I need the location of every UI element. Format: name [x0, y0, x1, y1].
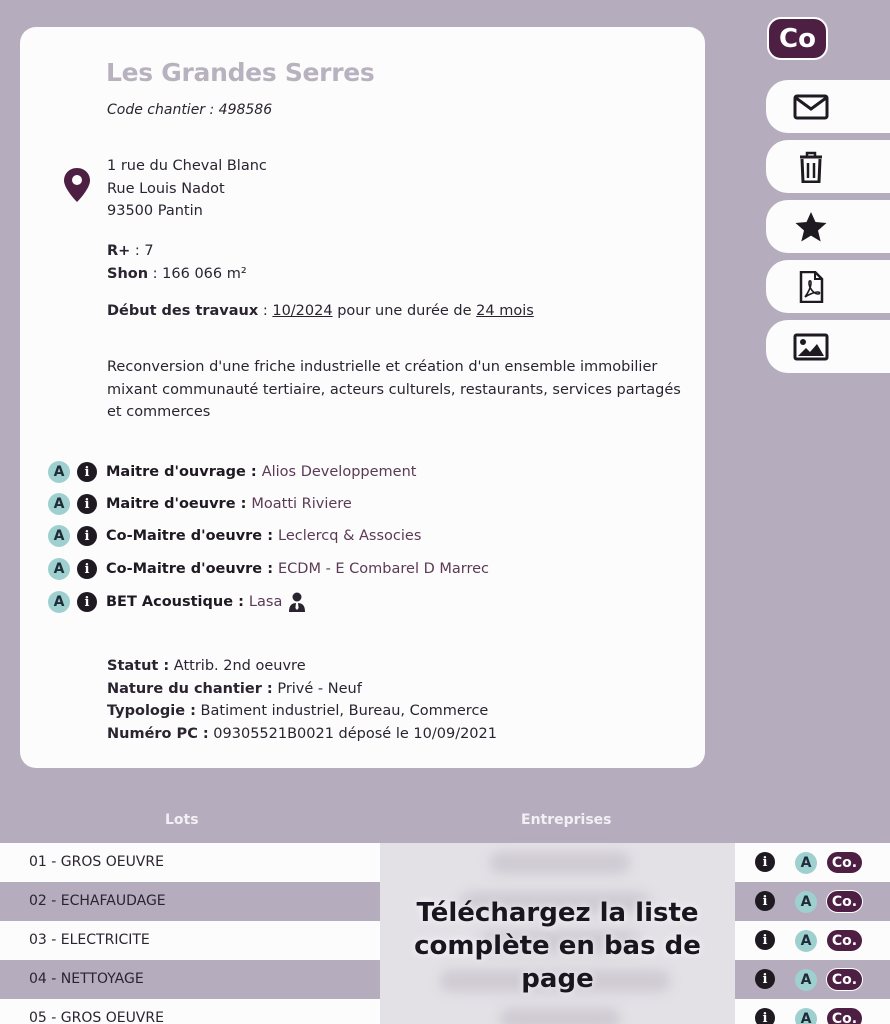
nature-line	[107, 678, 497, 701]
start-date: 10/2024	[272, 303, 333, 319]
actor-role: Co-Maitre d'oeuvre :	[106, 561, 273, 577]
actor-row	[48, 459, 416, 485]
actor-value[interactable]: Alios Developpement	[261, 464, 417, 480]
download-notice	[380, 897, 735, 996]
shon-label: Shon	[107, 266, 149, 282]
info-icon[interactable]: i	[77, 462, 97, 482]
actor-row	[48, 556, 489, 582]
info-icon[interactable]: i	[755, 852, 775, 872]
floors-value: : 7	[130, 243, 154, 259]
info-icon[interactable]: i	[77, 592, 97, 612]
info-icon[interactable]: i	[77, 559, 97, 579]
co-badge[interactable]: Co.	[826, 929, 863, 952]
info-icon[interactable]: i	[755, 930, 775, 950]
nature-label: Nature du chantier :	[107, 680, 273, 697]
floors-info	[107, 243, 154, 259]
actor-value[interactable]: Lasa	[248, 594, 283, 610]
actor-row	[48, 523, 421, 549]
column-lots: Lots	[165, 812, 199, 828]
shon-value: : 166 066 m²	[148, 266, 247, 282]
a-badge[interactable]: A	[48, 591, 70, 613]
a-badge[interactable]: A	[48, 493, 70, 515]
typology-value: Batiment industriel, Bureau, Commerce	[195, 703, 489, 719]
lot-label: 03 - ELECTRICITE	[29, 932, 150, 948]
status-value: Attrib. 2nd oeuvre	[169, 658, 306, 674]
co-badge[interactable]: Co.	[826, 968, 863, 991]
pdf-button[interactable]	[766, 260, 890, 313]
project-status	[107, 655, 497, 745]
map-pin-icon	[63, 167, 91, 203]
image-icon	[793, 331, 829, 363]
person-icon[interactable]	[288, 592, 306, 612]
status-label: Statut :	[107, 658, 170, 674]
a-badge[interactable]: A	[795, 852, 817, 874]
shon-info	[107, 266, 247, 282]
lot-label: 02 - ECHAFAUDAGE	[29, 893, 166, 909]
column-entreprises: Entreprises	[521, 812, 612, 828]
envelope-icon	[793, 91, 829, 123]
pc-label: Numéro PC :	[107, 725, 209, 742]
email-button[interactable]	[766, 80, 890, 133]
typology-line	[107, 700, 497, 723]
start-mid: pour une durée de	[332, 303, 477, 319]
image-button[interactable]	[766, 320, 890, 373]
floors-label: R+	[107, 243, 131, 259]
status-line	[107, 655, 497, 678]
nature-value: Privé - Neuf	[272, 680, 362, 697]
favorite-button[interactable]	[766, 200, 890, 253]
info-icon[interactable]: i	[77, 494, 97, 514]
actor-row	[48, 491, 352, 517]
co-button[interactable]: Co	[767, 17, 828, 60]
project-address	[107, 155, 267, 223]
actor-role: Co-Maitre d'oeuvre :	[106, 528, 273, 544]
start-info	[107, 303, 534, 319]
co-badge[interactable]: Co.	[826, 890, 863, 913]
a-badge[interactable]: A	[48, 525, 70, 547]
actor-value[interactable]: Moatti Riviere	[251, 496, 352, 512]
start-sep: :	[258, 303, 273, 319]
delete-button[interactable]	[766, 140, 890, 193]
a-badge[interactable]: A	[48, 461, 70, 483]
actor-value[interactable]: Leclercq & Associes	[278, 528, 422, 544]
actor-role: Maitre d'oeuvre :	[106, 496, 247, 512]
address-line: 1 rue du Cheval Blanc	[107, 158, 267, 174]
a-badge[interactable]: A	[795, 891, 817, 913]
project-card	[20, 27, 705, 768]
project-code: Code chantier : 498586	[107, 102, 273, 118]
lot-label: 01 - GROS OEUVRE	[29, 854, 164, 870]
info-icon[interactable]: i	[755, 891, 775, 911]
address-line: Rue Louis Nadot	[107, 180, 225, 197]
a-badge[interactable]: A	[48, 558, 70, 580]
start-label: Début des travaux	[107, 303, 259, 319]
trash-icon	[793, 151, 829, 183]
pc-value: 09305521B0021 déposé le 10/09/2021	[208, 725, 497, 742]
actor-role: Maitre d'ouvrage :	[106, 464, 257, 480]
project-description: Reconversion d'une friche industrielle et création d'un ensemble immobilier mixant communauté tertiaire, acteurs culturels, restaurants, services partagés et commerces	[107, 359, 681, 420]
info-icon[interactable]: i	[77, 526, 97, 546]
lot-label: 05 - GROS OEUVRE	[29, 1010, 164, 1024]
actor-value[interactable]: ECDM - E Combarel D Marrec	[278, 561, 490, 577]
info-icon[interactable]: i	[755, 1008, 775, 1024]
pc-line	[107, 723, 497, 746]
actor-row	[48, 589, 306, 615]
co-badge[interactable]: Co.	[826, 1007, 863, 1024]
lot-label: 04 - NETTOYAGE	[29, 971, 144, 987]
pdf-icon	[793, 271, 829, 303]
a-badge[interactable]: A	[795, 969, 817, 991]
star-icon	[793, 211, 829, 243]
info-icon[interactable]: i	[755, 969, 775, 989]
download-notice-line: Téléchargez la liste	[416, 898, 699, 928]
download-notice-line: complète en bas de page	[414, 931, 701, 994]
a-badge[interactable]: A	[795, 930, 817, 952]
address-line: 93500 Pantin	[107, 203, 203, 219]
a-badge[interactable]: A	[795, 1008, 817, 1024]
actor-role: BET Acoustique :	[106, 594, 244, 610]
project-title: Les Grandes Serres	[106, 58, 375, 87]
typology-label: Typologie :	[107, 703, 196, 719]
co-badge[interactable]: Co.	[826, 851, 863, 874]
duration: 24 mois	[476, 303, 534, 319]
